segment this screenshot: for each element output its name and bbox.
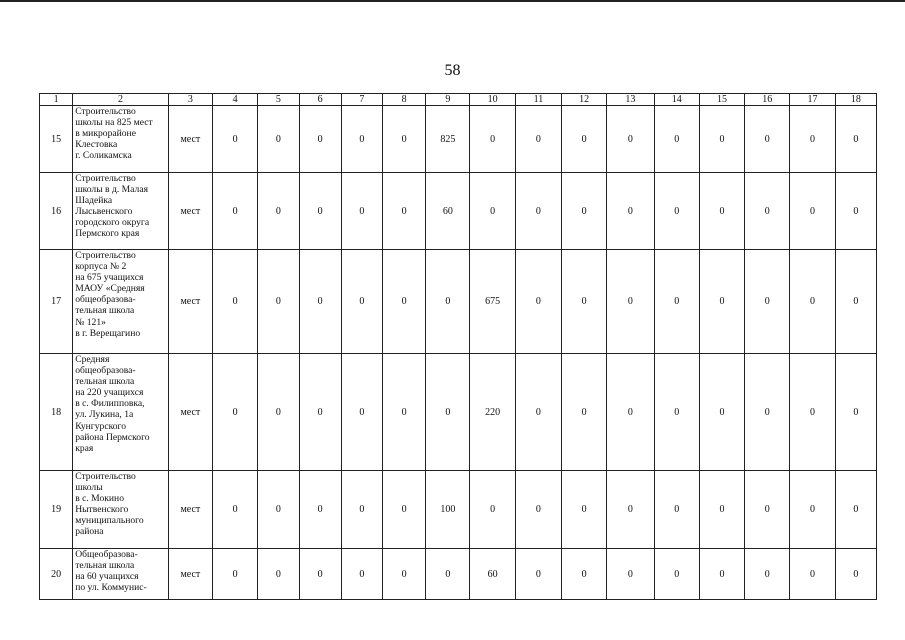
table-body	[40, 106, 877, 600]
value-cell: 0	[258, 471, 299, 549]
value-cell: 0	[299, 354, 341, 471]
value-cell: 0	[607, 354, 654, 471]
object-name-line: общеобразова-	[75, 365, 136, 377]
value-cell: 0	[515, 354, 561, 471]
value-cell: 0	[213, 354, 258, 471]
object-name-cell	[73, 354, 169, 471]
object-name-line: в с. Мокино	[75, 493, 124, 505]
table-row	[40, 106, 877, 173]
object-name-line: № 121»	[75, 316, 106, 328]
value-cell: 0	[607, 173, 654, 250]
value-cell: 0	[790, 250, 835, 354]
value-cell: 60	[426, 173, 470, 250]
value-cell: 0	[835, 354, 876, 471]
value-cell: 0	[835, 106, 876, 173]
value-cell: 0	[607, 549, 654, 600]
value-cell: 0	[299, 250, 341, 354]
value-cell: 0	[382, 173, 425, 250]
object-name-line: Лысьвенского	[75, 206, 133, 218]
value-cell: 0	[562, 354, 607, 471]
value-cell: 0	[654, 106, 699, 173]
unit-cell: мест	[168, 173, 212, 250]
unit-cell: мест	[168, 471, 212, 549]
value-cell: 0	[515, 250, 561, 354]
object-name-line: тельная школа	[75, 560, 135, 572]
value-cell: 0	[213, 471, 258, 549]
object-name-line: района	[75, 526, 104, 538]
value-cell: 0	[426, 250, 470, 354]
value-cell: 0	[299, 106, 341, 173]
object-name-line: муниципального	[75, 515, 144, 527]
value-cell: 675	[470, 250, 515, 354]
page-number: 58	[444, 62, 461, 79]
object-name-line: в с. Филипповка,	[75, 398, 145, 410]
value-cell: 0	[745, 106, 790, 173]
object-name-line: Строительство	[75, 471, 136, 482]
row-number-cell: 18	[40, 354, 73, 471]
value-cell: 0	[470, 173, 515, 250]
object-name-line: в г. Верещагино	[75, 327, 141, 339]
object-name-cell	[73, 250, 169, 354]
value-cell: 0	[835, 250, 876, 354]
table-row	[40, 250, 877, 354]
value-cell: 0	[607, 106, 654, 173]
object-name-line: школы на 825 мест	[75, 117, 153, 129]
value-cell: 0	[382, 354, 425, 471]
value-cell: 0	[382, 250, 425, 354]
value-cell: 0	[745, 471, 790, 549]
header-cell: 5	[258, 94, 299, 106]
value-cell: 220	[470, 354, 515, 471]
value-cell: 0	[699, 106, 744, 173]
value-cell: 60	[470, 549, 515, 600]
data-table	[39, 93, 877, 600]
object-name-line: Клестовка	[75, 139, 118, 151]
value-cell: 0	[470, 471, 515, 549]
header-cell: 4	[213, 94, 258, 106]
object-name-line: тельная школа	[75, 305, 135, 317]
row-number-cell: 19	[40, 471, 73, 549]
object-name-line: Строительство	[75, 250, 136, 261]
value-cell: 0	[654, 549, 699, 600]
value-cell: 0	[607, 250, 654, 354]
table-row	[40, 471, 877, 549]
value-cell: 0	[654, 471, 699, 549]
header-cell: 12	[562, 94, 607, 106]
object-name-cell	[73, 173, 169, 250]
value-cell: 0	[515, 106, 561, 173]
table-row	[40, 173, 877, 250]
object-name-line: МАОУ «Средняя	[75, 283, 145, 295]
value-cell: 0	[699, 250, 744, 354]
header-cell: 11	[515, 94, 561, 106]
object-name-line: Строительство	[75, 106, 136, 117]
value-cell: 0	[299, 471, 341, 549]
unit-cell: мест	[168, 106, 212, 173]
value-cell: 0	[341, 106, 382, 173]
value-cell: 0	[699, 471, 744, 549]
object-name-line: школы	[75, 482, 103, 494]
object-name-cell	[73, 549, 169, 600]
value-cell: 0	[341, 471, 382, 549]
value-cell: 0	[258, 106, 299, 173]
row-number-cell: 16	[40, 173, 73, 250]
object-name-line: городского округа	[75, 217, 150, 229]
value-cell: 0	[213, 549, 258, 600]
value-cell: 0	[426, 549, 470, 600]
value-cell: 0	[299, 173, 341, 250]
object-name-line: Шадейка	[75, 195, 113, 207]
value-cell: 825	[426, 106, 470, 173]
value-cell: 0	[562, 173, 607, 250]
header-row	[40, 94, 877, 106]
object-name-line: на 675 учащихся	[75, 272, 144, 284]
value-cell: 0	[835, 549, 876, 600]
header-cell: 3	[168, 94, 212, 106]
value-cell: 0	[515, 173, 561, 250]
object-name-line: тельная школа	[75, 376, 135, 388]
value-cell: 0	[562, 106, 607, 173]
value-cell: 0	[341, 173, 382, 250]
value-cell: 0	[562, 250, 607, 354]
object-name-line: Нытвенского	[75, 504, 129, 516]
object-name-cell	[73, 471, 169, 549]
value-cell: 0	[790, 354, 835, 471]
table-row	[40, 354, 877, 471]
object-name-line: на 220 учащихся	[75, 387, 144, 399]
value-cell: 0	[258, 549, 299, 600]
header-cell: 9	[426, 94, 470, 106]
value-cell: 0	[745, 173, 790, 250]
value-cell: 0	[790, 549, 835, 600]
value-cell: 0	[790, 173, 835, 250]
value-cell: 0	[745, 354, 790, 471]
header-cell: 2	[73, 94, 169, 106]
top-scan-border	[0, 0, 905, 2]
object-name-line: Общеобразова-	[75, 549, 138, 560]
value-cell: 0	[790, 471, 835, 549]
header-cell: 13	[607, 94, 654, 106]
unit-cell: мест	[168, 250, 212, 354]
value-cell: 0	[382, 471, 425, 549]
value-cell: 0	[790, 106, 835, 173]
value-cell: 0	[562, 471, 607, 549]
value-cell: 0	[654, 250, 699, 354]
value-cell: 0	[562, 549, 607, 600]
object-name-line: в микрорайоне	[75, 128, 136, 140]
object-name-line: по ул. Коммунис-	[75, 582, 147, 594]
value-cell: 0	[258, 173, 299, 250]
object-name-line: Кунгурского	[75, 420, 127, 432]
header-cell: 1	[40, 94, 73, 106]
value-cell: 0	[470, 106, 515, 173]
header-cell: 15	[699, 94, 744, 106]
object-name-line: Средняя	[75, 354, 110, 365]
value-cell: 0	[341, 549, 382, 600]
unit-cell: мест	[168, 549, 212, 600]
table-row	[40, 549, 877, 600]
object-name-line: ул. Лукина, 1а	[75, 409, 134, 421]
value-cell: 0	[213, 173, 258, 250]
value-cell: 0	[835, 471, 876, 549]
value-cell: 100	[426, 471, 470, 549]
object-name-line: на 60 учащихся	[75, 571, 139, 583]
value-cell: 0	[299, 549, 341, 600]
row-number-cell: 17	[40, 250, 73, 354]
header-cell: 16	[745, 94, 790, 106]
object-name-cell	[73, 106, 169, 173]
value-cell: 0	[382, 106, 425, 173]
object-name-line: района Пермского	[75, 431, 150, 443]
value-cell: 0	[426, 354, 470, 471]
value-cell: 0	[213, 250, 258, 354]
object-name-line: Пермского края	[75, 228, 140, 240]
header-cell: 6	[299, 94, 341, 106]
value-cell: 0	[654, 354, 699, 471]
object-name-line: г. Соликамска	[75, 150, 132, 162]
unit-cell: мест	[168, 354, 212, 471]
value-cell: 0	[341, 250, 382, 354]
header-cell: 18	[835, 94, 876, 106]
value-cell: 0	[258, 250, 299, 354]
header-cell: 10	[470, 94, 515, 106]
header-cell: 17	[790, 94, 835, 106]
value-cell: 0	[745, 250, 790, 354]
object-name-line: Строительство	[75, 173, 136, 184]
value-cell: 0	[699, 549, 744, 600]
header-cell: 8	[382, 94, 425, 106]
row-number-cell: 15	[40, 106, 73, 173]
value-cell: 0	[341, 354, 382, 471]
object-name-line: общеобразова-	[75, 294, 136, 306]
value-cell: 0	[835, 173, 876, 250]
object-name-line: края	[75, 442, 94, 454]
value-cell: 0	[699, 173, 744, 250]
value-cell: 0	[515, 471, 561, 549]
value-cell: 0	[258, 354, 299, 471]
object-name-line: корпуса № 2	[75, 261, 127, 273]
value-cell: 0	[607, 471, 654, 549]
value-cell: 0	[654, 173, 699, 250]
value-cell: 0	[382, 549, 425, 600]
row-number-cell: 20	[40, 549, 73, 600]
value-cell: 0	[515, 549, 561, 600]
value-cell: 0	[213, 106, 258, 173]
value-cell: 0	[745, 549, 790, 600]
object-name-line: школы в д. Малая	[75, 184, 148, 196]
header-cell: 14	[654, 94, 699, 106]
header-cell: 7	[341, 94, 382, 106]
value-cell: 0	[699, 354, 744, 471]
